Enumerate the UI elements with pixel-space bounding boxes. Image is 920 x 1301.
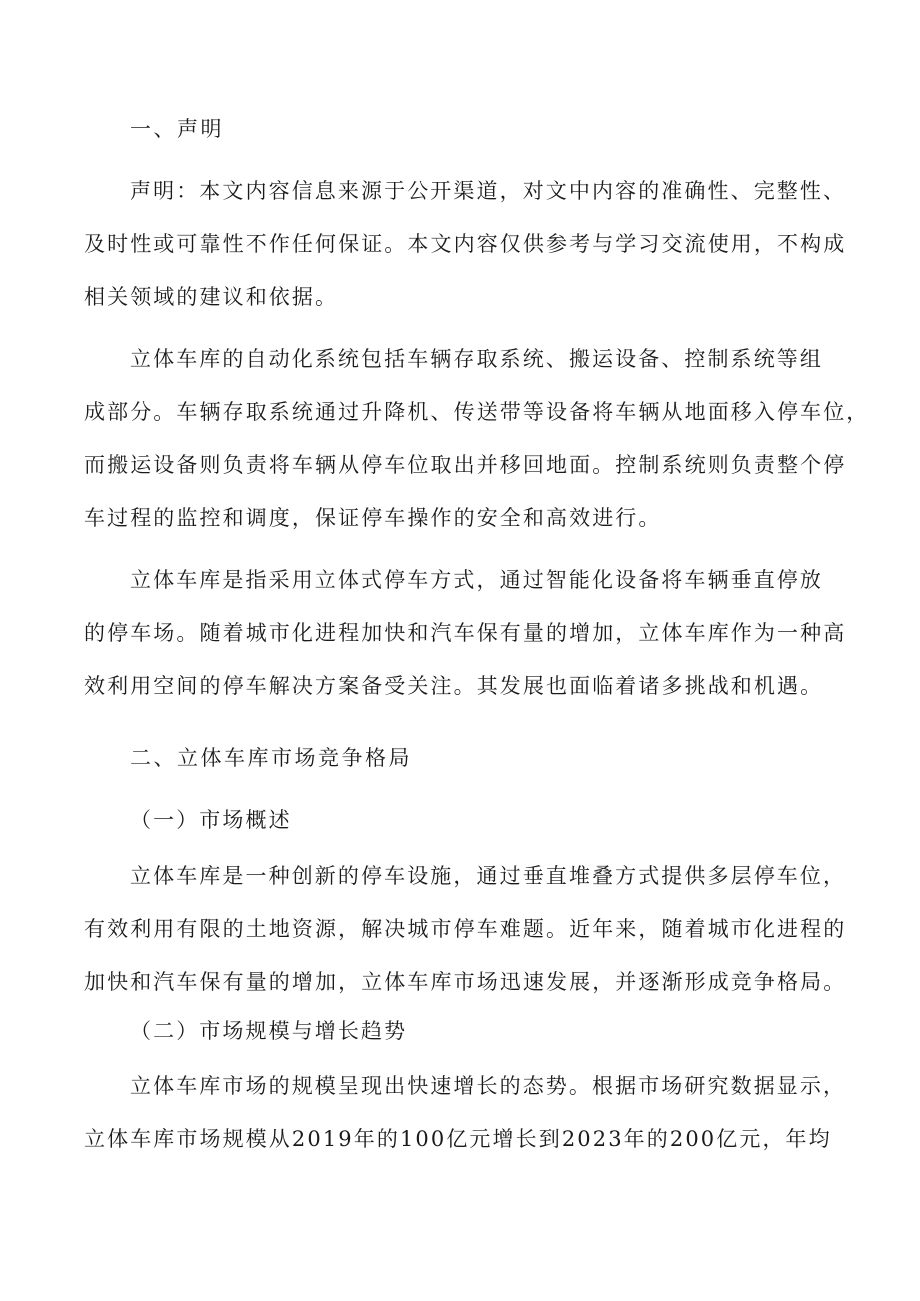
- paragraph-line: 相关领域的建议和依据。: [84, 285, 339, 309]
- paragraph-line: 的停车场。随着城市化进程加快和汽车保有量的增加，立体车库作为一种高: [84, 621, 847, 645]
- subsection-heading-market-scale: （二）市场规模与增长趋势: [130, 1019, 408, 1043]
- paragraph-line: 而搬运设备则负责将车辆从停车位取出并移回地面。控制系统则负责整个停: [84, 453, 847, 477]
- paragraph-line: 成部分。车辆存取系统通过升降机、传送带等设备将车辆从地面移入停车位，: [84, 400, 870, 424]
- subsection-heading-market-overview: （一）市场概述: [130, 808, 292, 832]
- paragraph-line: 立体车库市场的规模呈现出快速增长的态势。根据市场研究数据显示，: [130, 1074, 847, 1098]
- paragraph-line: 车过程的监控和调度，保证停车操作的安全和高效进行。: [84, 506, 662, 530]
- paragraph-line: 加快和汽车保有量的增加，立体车库市场迅速发展，并逐渐形成竞争格局。: [84, 970, 847, 994]
- paragraph-line: 立体车库是一种创新的停车设施，通过垂直堆叠方式提供多层停车位，: [130, 864, 847, 888]
- paragraph-line: 立体车库的自动化系统包括车辆存取系统、搬运设备、控制系统等组: [130, 347, 823, 371]
- section-heading-market-competition: 二、立体车库市场竞争格局: [130, 746, 412, 770]
- paragraph-line: 效利用空间的停车解决方案备受关注。其发展也面临着诸多挑战和机遇。: [84, 674, 824, 698]
- paragraph-line: 有效利用有限的土地资源，解决城市停车难题。近年来，随着城市化进程的: [84, 917, 847, 941]
- paragraph-line: 及时性或可靠性不作任何保证。本文内容仅供参考与学习交流使用，不构成: [84, 232, 847, 256]
- paragraph-line: 立体车库市场规模从2019年的100亿元增长到2023年的200亿元，年均: [84, 1127, 832, 1151]
- paragraph-line: 立体车库是指采用立体式停车方式，通过智能化设备将车辆垂直停放: [130, 568, 823, 592]
- section-heading-declaration: 一、声明: [130, 117, 224, 141]
- paragraph-line: 声明：本文内容信息来源于公开渠道，对文中内容的准确性、完整性、: [130, 179, 847, 203]
